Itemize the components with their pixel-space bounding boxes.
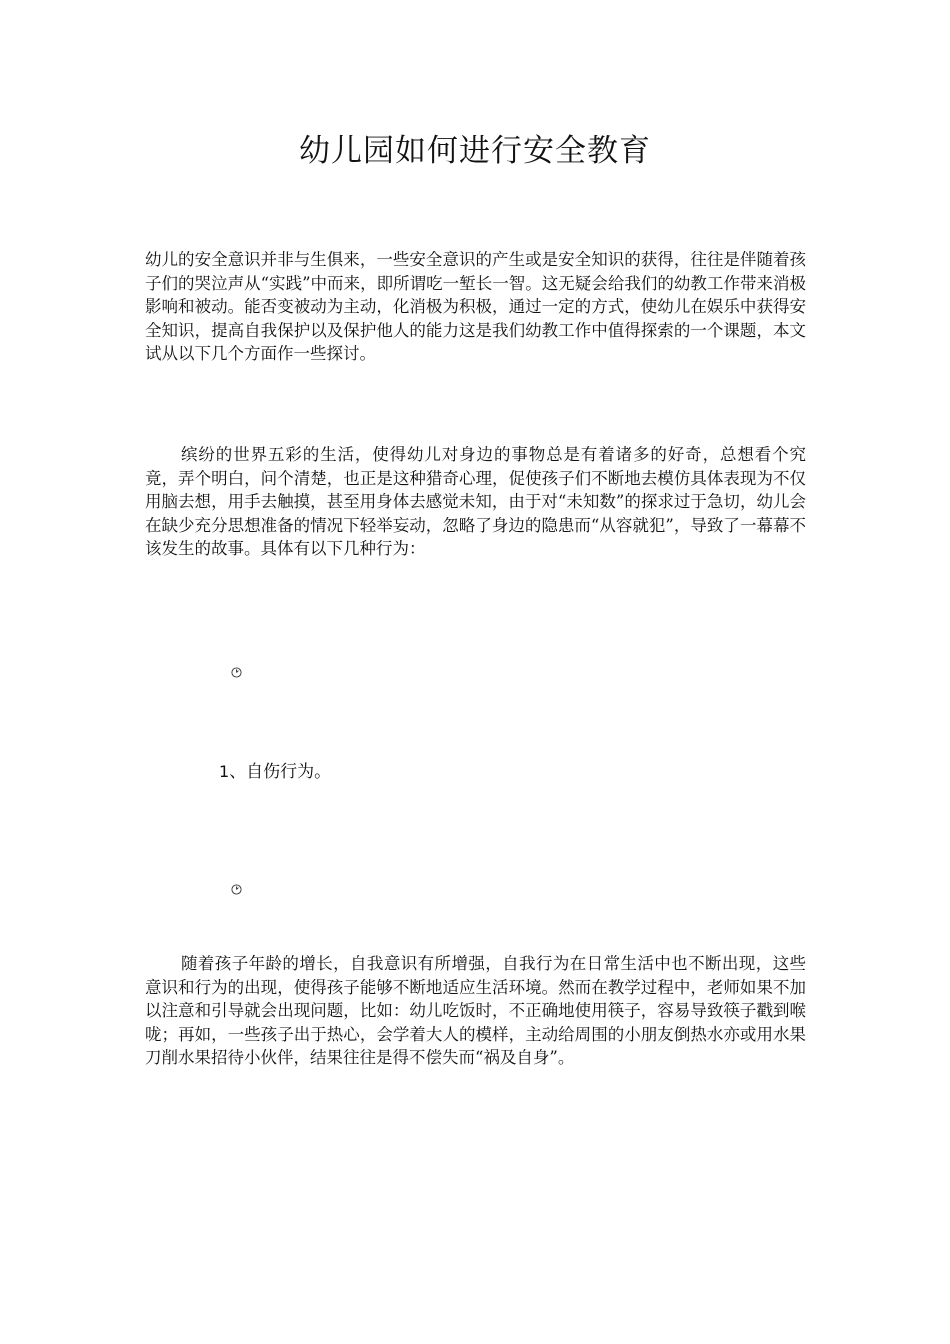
list-item-number: 1 [219, 762, 230, 781]
document-title: 幼儿园如何进行安全教育 [299, 133, 651, 169]
paragraph-self-awareness: 随着孩子年龄的增长，自我意识有所增强，自我行为在日常生活中也不断出现，这些意识和行为的出现，使得孩子能够不断地适应生活环境。然而在教学过程中，老师如果不加以注意和引导就会出现问题，比如：幼儿吃饭时，不正确地使用筷子，容易导致筷子戳到喉咙；再如，一些孩子出于热心，会学着大人的模样，主动给周围的小朋友倒热水亦或用水果刀削水果招待小伙伴，结果往往是得不偿失而“祸及自身”。 [145, 954, 806, 1067]
list-item-text: 、自伤行为。 [229, 762, 332, 782]
list-item-self-injury [219, 760, 331, 784]
paragraph-intro: 幼儿的安全意识并非与生俱来，一些安全意识的产生或是安全知识的获得，往往是伴随着孩子们的哭泣声从“实践”中而来，即所谓吃一堑长一智。这无疑会给我们的幼教工作带来消极影响和被动。能否变被动为主动，化消极为积极，通过一定的方式，使幼儿在娱乐中获得安全知识，提高自我保护以及保护他人的能力这是我们幼教工作中值得探索的一个课题，本文试从以下几个方面作一些探讨。 [145, 250, 806, 363]
clock-marker-icon [231, 667, 242, 678]
clock-marker-icon [231, 884, 242, 895]
paragraph-curiosity: 缤纷的世界五彩的生活，使得幼儿对身边的事物总是有着诸多的好奇，总想看个究竟，弄个明白，问个清楚，也正是这种猎奇心理，促使孩子们不断地去模仿具体表现为不仅用脑去想，用手去触摸，甚至用身体去感觉未知，由于对“未知数”的探求过于急切，幼儿会在缺少充分思想准备的情况下轻举妄动，忽略了身边的隐患而“从容就犯”，导致了一幕幕不该发生的故事。具体有以下几种行为： [145, 445, 806, 558]
